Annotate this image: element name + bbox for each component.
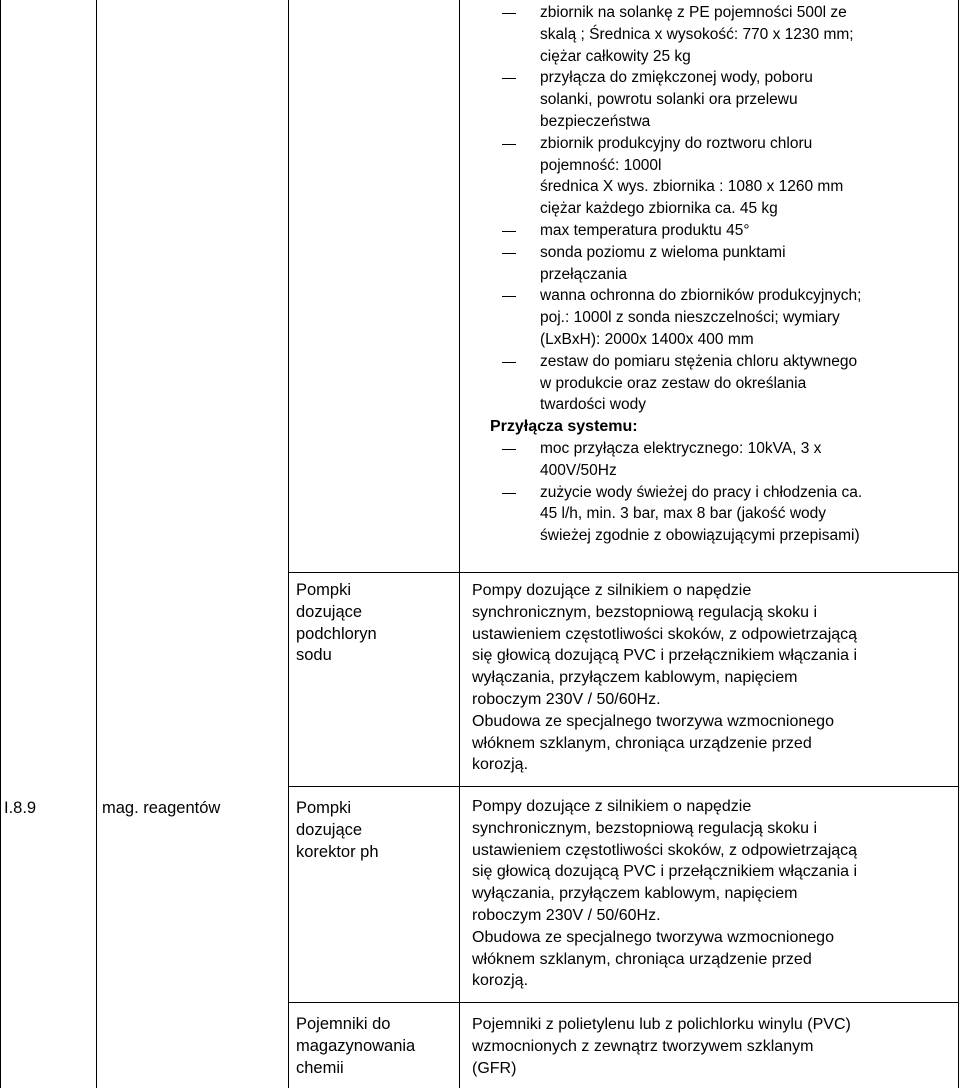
column-divider-2	[288, 0, 289, 1088]
spec-continuation-line: pojemność: 1000l	[540, 156, 662, 174]
desc-line: Obudowa ze specjalnego tworzywa wzmocnionego	[472, 928, 834, 946]
spec-list	[490, 2, 956, 547]
desc-line: się głowicą dozującą PVC i przełącznikiem włączania i	[472, 863, 858, 881]
desc-line: Pompy dozujące z silnikiem o napędzie	[472, 582, 752, 599]
desc-line: (GFR)	[472, 1059, 517, 1077]
spec-bullet-item: przyłącza do zmiękczonej wody, poboru	[490, 67, 956, 89]
spec-continuation-line: w produkcie oraz zestaw do określania	[540, 374, 807, 392]
desc-line: Pojemniki z polietylenu lub z polichlorku winylu (PVC)	[472, 1016, 851, 1033]
spec-bullet-item: zużycie wody świeżej do pracy i chłodzenia ca.	[490, 482, 956, 504]
row-name-line: Pojemniki do	[296, 1015, 391, 1033]
row-name-1	[296, 580, 377, 667]
spec-bullet-item: zestaw do pomiaru stężenia chloru aktywnego	[490, 351, 956, 373]
row-description-3	[472, 1014, 956, 1079]
row-name-2	[296, 798, 379, 863]
desc-line: Pompy dozujące z silnikiem o napędzie	[472, 798, 752, 815]
column-divider-3	[459, 0, 460, 1088]
row-name-line: magazynowania	[296, 1036, 416, 1055]
spec-continuation-line: 400V/50Hz	[540, 461, 617, 479]
desc-line: synchronicznym, bezstopniową regulacją skoku i	[472, 603, 818, 621]
row-name-line: Pompki	[296, 799, 352, 817]
row-name-line: sodu	[296, 646, 332, 665]
spec-bullet-item: zbiornik na solankę z PE pojemności 500l ze	[490, 2, 956, 24]
group-name: mag. reagentów	[102, 799, 221, 817]
spec-continuation-line: poj.: 1000l z sonda nieszczelności; wymiary	[540, 309, 840, 327]
spec-continuation-line: (LxBxH): 2000x 1400x 400 mm	[540, 330, 754, 348]
spec-continuation-line: bezpieczeństwa	[540, 112, 651, 130]
row-name-line: korektor ph	[296, 842, 379, 861]
desc-line: roboczym 230V / 50/60Hz.	[472, 906, 661, 924]
row-name-line: chemii	[296, 1058, 344, 1077]
row-name-line: dozujące	[296, 602, 363, 621]
spec-bullet-item: max temperatura produktu 45°	[490, 220, 956, 242]
spec-continuation-line: ciężar każdego zbiornika ca. 45 kg	[540, 200, 778, 218]
spec-continuation-line: solanki, powrotu solanki ora przelewu	[540, 91, 798, 109]
desc-line: ustawieniem częstotliwości skoków, z odpowietrzającą	[472, 625, 858, 643]
row-name-line: podchloryn	[296, 624, 377, 643]
row-divider-1	[288, 572, 959, 573]
desc-line: Obudowa ze specjalnego tworzywa wzmocnionego	[472, 712, 834, 730]
spec-continuation-line: przełączania	[540, 265, 628, 283]
row-description-1	[472, 580, 956, 776]
item-number: I.8.9	[4, 799, 37, 817]
desc-line: włóknem szklanym, chroniąca urządzenie przed	[472, 950, 812, 968]
row-name-3	[296, 1014, 415, 1079]
desc-line: korozją.	[472, 756, 529, 774]
spec-heading: Przyłącza systemu:	[490, 418, 638, 436]
desc-line: wyłączania, przyłączem kablowym, napięciem	[472, 885, 798, 903]
spec-bullet-item: zbiornik produkcyjny do roztworu chloru	[490, 133, 956, 155]
row-divider-2	[288, 786, 959, 787]
table-border-right	[958, 0, 959, 1088]
column-divider-1	[96, 0, 97, 1088]
row-divider-3	[288, 1002, 959, 1003]
desc-line: wzmocnionych z zewnątrz tworzywem szklanym	[472, 1037, 814, 1055]
desc-line: synchronicznym, bezstopniową regulacją skoku i	[472, 819, 818, 837]
spec-bullet-item: wanna ochronna do zbiorników produkcyjnych;	[490, 285, 956, 307]
spec-continuation-line: ciężar całkowity 25 kg	[540, 47, 691, 65]
spec-continuation-line: 45 l/h, min. 3 bar, max 8 bar (jakość wody	[540, 505, 827, 523]
desc-line: ustawieniem częstotliwości skoków, z odpowietrzającą	[472, 841, 858, 859]
spec-bullet-item: moc przyłącza elektrycznego: 10kVA, 3 x	[490, 438, 956, 460]
desc-line: korozją.	[472, 972, 529, 990]
spec-continuation-line: średnica X wys. zbiornika : 1080 x 1260 mm	[540, 178, 844, 196]
table-border-left	[0, 0, 1, 1088]
spec-continuation-line: twardości wody	[540, 396, 646, 414]
spec-continuation-line: skalą ; Średnica x wysokość: 770 x 1230 mm;	[540, 25, 854, 43]
desc-line: roboczym 230V / 50/60Hz.	[472, 690, 661, 708]
spec-bullet-item: sonda poziomu z wieloma punktami	[490, 242, 956, 264]
row-description-2	[472, 796, 956, 992]
desc-line: włóknem szklanym, chroniąca urządzenie przed	[472, 734, 812, 752]
desc-line: wyłączania, przyłączem kablowym, napięciem	[472, 669, 798, 687]
desc-line: się głowicą dozującą PVC i przełącznikiem włączania i	[472, 647, 858, 665]
row-name-line: Pompki	[296, 581, 352, 599]
row-name-line: dozujące	[296, 820, 363, 839]
spec-continuation-line: świeżej zgodnie z obowiązującymi przepisami)	[540, 527, 860, 545]
